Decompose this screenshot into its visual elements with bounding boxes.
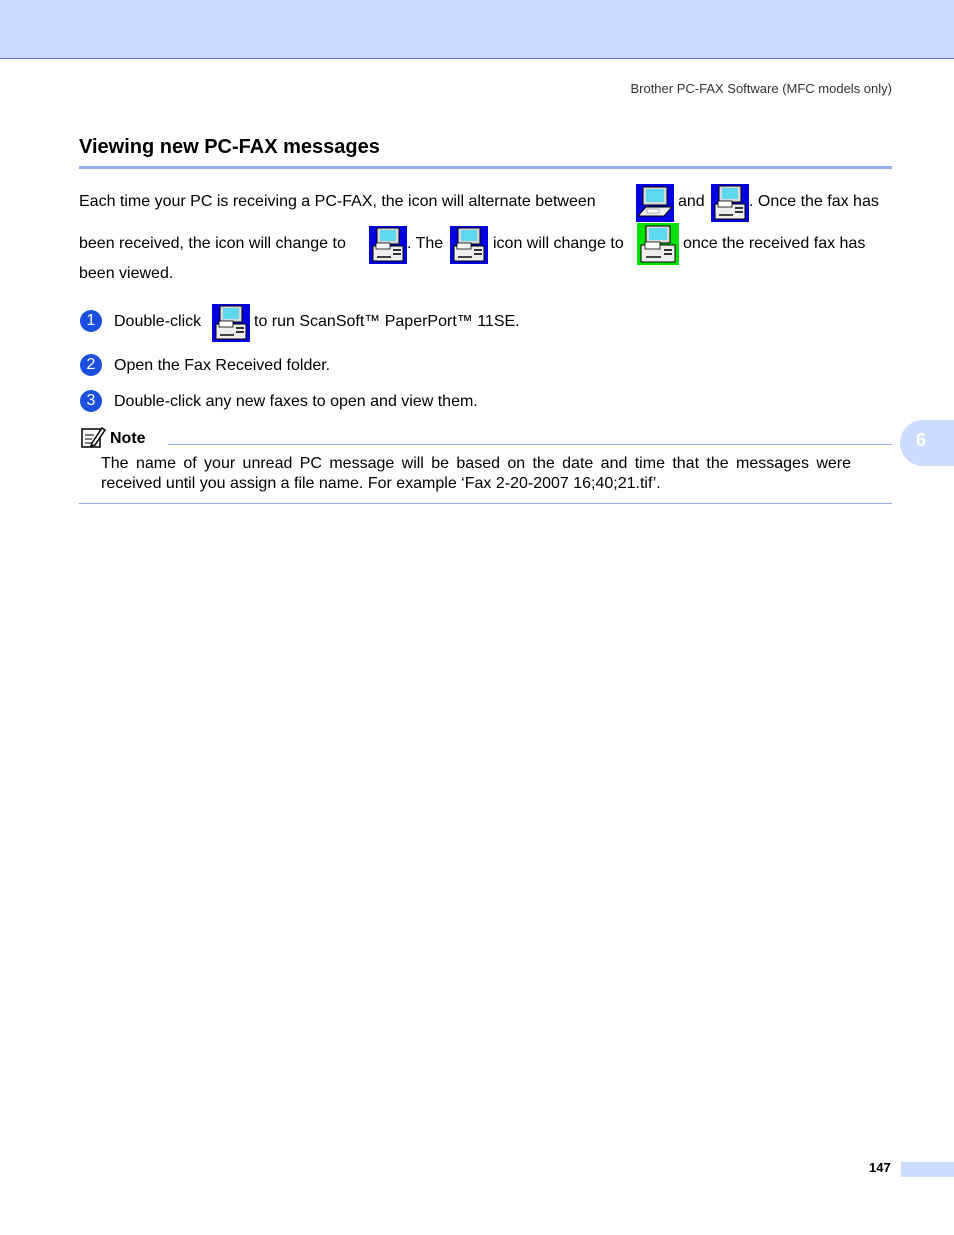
- step-1-text-after: to run ScanSoft™ PaperPort™ 11SE.: [254, 313, 520, 330]
- chapter-number: 6: [916, 430, 927, 450]
- intro-line1-part3: . Once the fax has: [749, 193, 879, 210]
- step-number-3: 3: [80, 390, 102, 412]
- intro-line2-part4: once the received fax has: [683, 235, 866, 252]
- pc-fax-icon: [636, 184, 674, 222]
- fax-machine-icon: [711, 184, 749, 222]
- title-rule: [79, 166, 892, 169]
- note-rule-bottom: [79, 503, 892, 504]
- page-number-tab: [901, 1162, 954, 1177]
- step-1-text-before: Double-click: [114, 313, 202, 330]
- intro-line2-part1: been received, the icon will change to: [79, 235, 346, 252]
- intro-line1-part2: and: [678, 193, 705, 210]
- step-number-1: 1: [80, 310, 102, 332]
- fax-viewed-icon: [637, 223, 679, 265]
- intro-line2-part3: icon will change to: [493, 235, 624, 252]
- fax-received-icon-step[interactable]: [212, 304, 250, 342]
- step-3-text: Double-click any new faxes to open and view them.: [114, 393, 478, 410]
- running-title: Brother PC-FAX Software (MFC models only): [630, 81, 892, 96]
- note-pencil-icon: [80, 425, 106, 449]
- fax-received-icon-2: [450, 226, 488, 264]
- section-title: Viewing new PC-FAX messages: [79, 136, 380, 158]
- note-rule-top: [168, 444, 892, 445]
- step-number-2: 2: [80, 354, 102, 376]
- intro-line2-part2: . The: [407, 235, 444, 252]
- step-2-text: Open the Fax Received folder.: [114, 357, 331, 374]
- fax-received-icon: [369, 226, 407, 264]
- note-label: Note: [110, 430, 146, 447]
- intro-line3: been viewed.: [79, 265, 174, 282]
- intro-line1-part1: Each time your PC is receiving a PC-FAX, the icon will alternate between: [79, 193, 596, 210]
- header-band: [0, 0, 954, 59]
- note-text: The name of your unread PC message will be based on the date and time that the messages were received until you assign a file name. For example ‘Fax 2-20-2007 16;40;21.tif’.: [101, 455, 851, 492]
- page-number: 147: [869, 1160, 891, 1175]
- chapter-tab: [900, 420, 954, 466]
